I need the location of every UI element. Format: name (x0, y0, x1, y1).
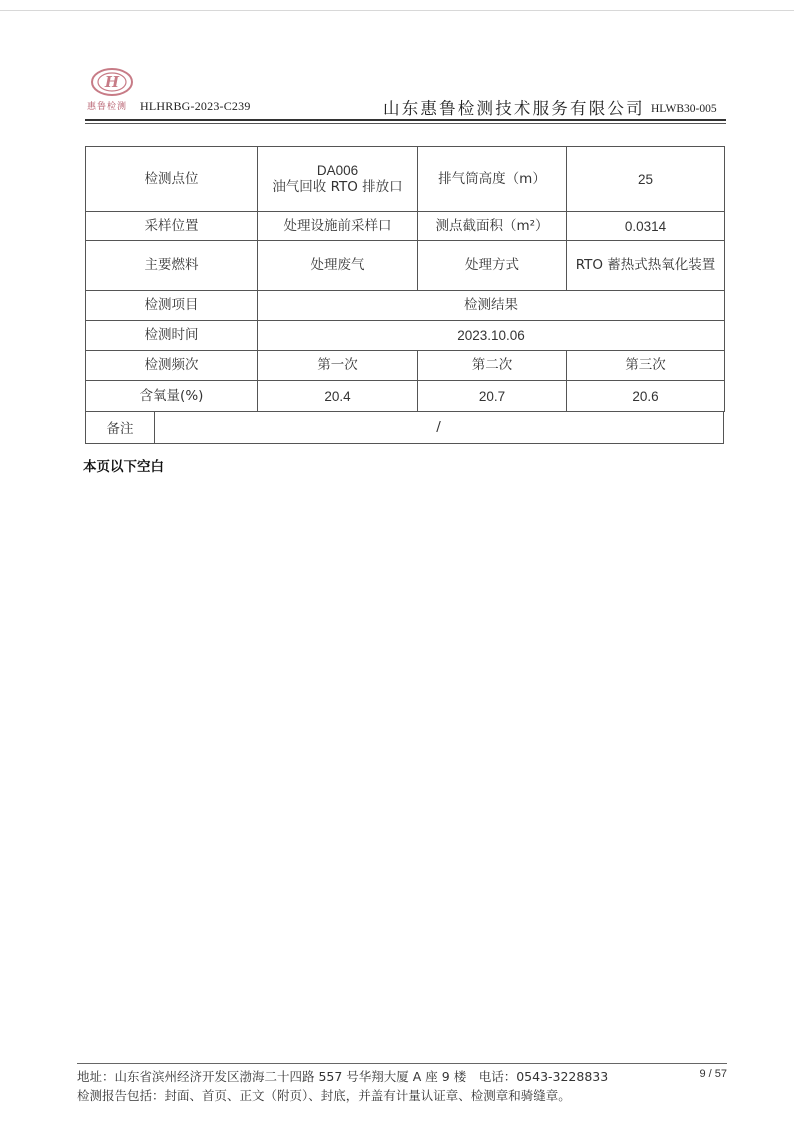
page-number: 9 / 57 (699, 1068, 727, 1080)
frequency-1: 第一次 (258, 351, 418, 381)
table-row (86, 291, 725, 321)
point-label: 检测点位 (86, 147, 258, 212)
fuel-value: 处理废气 (258, 241, 418, 291)
point-name: 油气回收 RTO 排放口 (272, 179, 403, 195)
stack-height-value: 25 (567, 147, 725, 212)
table-row (86, 147, 725, 212)
table-row (86, 321, 725, 351)
header-rule-thin (85, 123, 726, 124)
sampling-position-label: 采样位置 (86, 212, 258, 241)
footer-rule (77, 1063, 727, 1064)
section-area-label: 测点截面积（m²） (418, 212, 567, 241)
point-value (258, 147, 418, 212)
table-row (86, 241, 725, 291)
treatment-label: 处理方式 (418, 241, 567, 291)
remark-value: / (436, 419, 441, 435)
blank-below-note: 本页以下空白 (83, 459, 164, 475)
time-label: 检测时间 (86, 321, 258, 351)
footer-address: 地址：山东省滨州经济开发区渤海二十四路 557 号华翔大厦 A 座 9 楼 电话：0543-3228833 (77, 1069, 609, 1084)
table-row (86, 351, 725, 381)
header-rule (85, 119, 726, 121)
point-code: DA006 (316, 163, 359, 178)
svg-text:H: H (104, 73, 120, 91)
form-number: HLWB30-005 (651, 103, 717, 115)
section-area-value: 0.0314 (567, 212, 725, 241)
result-label: 检测结果 (258, 291, 725, 321)
remark-label: 备注 (86, 411, 155, 443)
oxygen-value-1: 20.4 (258, 381, 418, 412)
oxygen-value-2: 20.7 (418, 381, 567, 412)
report-number: HLHRBG-2023-C239 (140, 99, 251, 113)
frequency-2: 第二次 (418, 351, 567, 381)
time-value: 2023.10.06 (258, 321, 725, 351)
frequency-3: 第三次 (567, 351, 725, 381)
stack-height-label: 排气筒高度（m） (418, 147, 567, 212)
oxygen-label: 含氧量(%) (86, 381, 258, 412)
logo-caption: 惠鲁检测 (87, 102, 128, 112)
table-row (86, 381, 725, 412)
sampling-position-value: 处理设施前采样口 (258, 212, 418, 241)
page-header (85, 66, 726, 124)
oxygen-value-3: 20.6 (567, 381, 725, 412)
company-name: 山东惠鲁检测技术服务有限公司 (383, 99, 645, 118)
table-row (86, 212, 725, 241)
remark-row (85, 411, 724, 444)
scan-top-edge (0, 10, 794, 11)
report-composition-note: 检测报告包括：封面、首页、正文（附页）、封底，并盖有计量认证章、检测章和骑缝章。 (77, 1088, 571, 1103)
frequency-label: 检测频次 (86, 351, 258, 381)
item-label: 检测项目 (86, 291, 258, 321)
treatment-value: RTO 蓄热式热氧化装置 (567, 241, 725, 291)
fuel-label: 主要燃料 (86, 241, 258, 291)
results-table (85, 146, 725, 412)
